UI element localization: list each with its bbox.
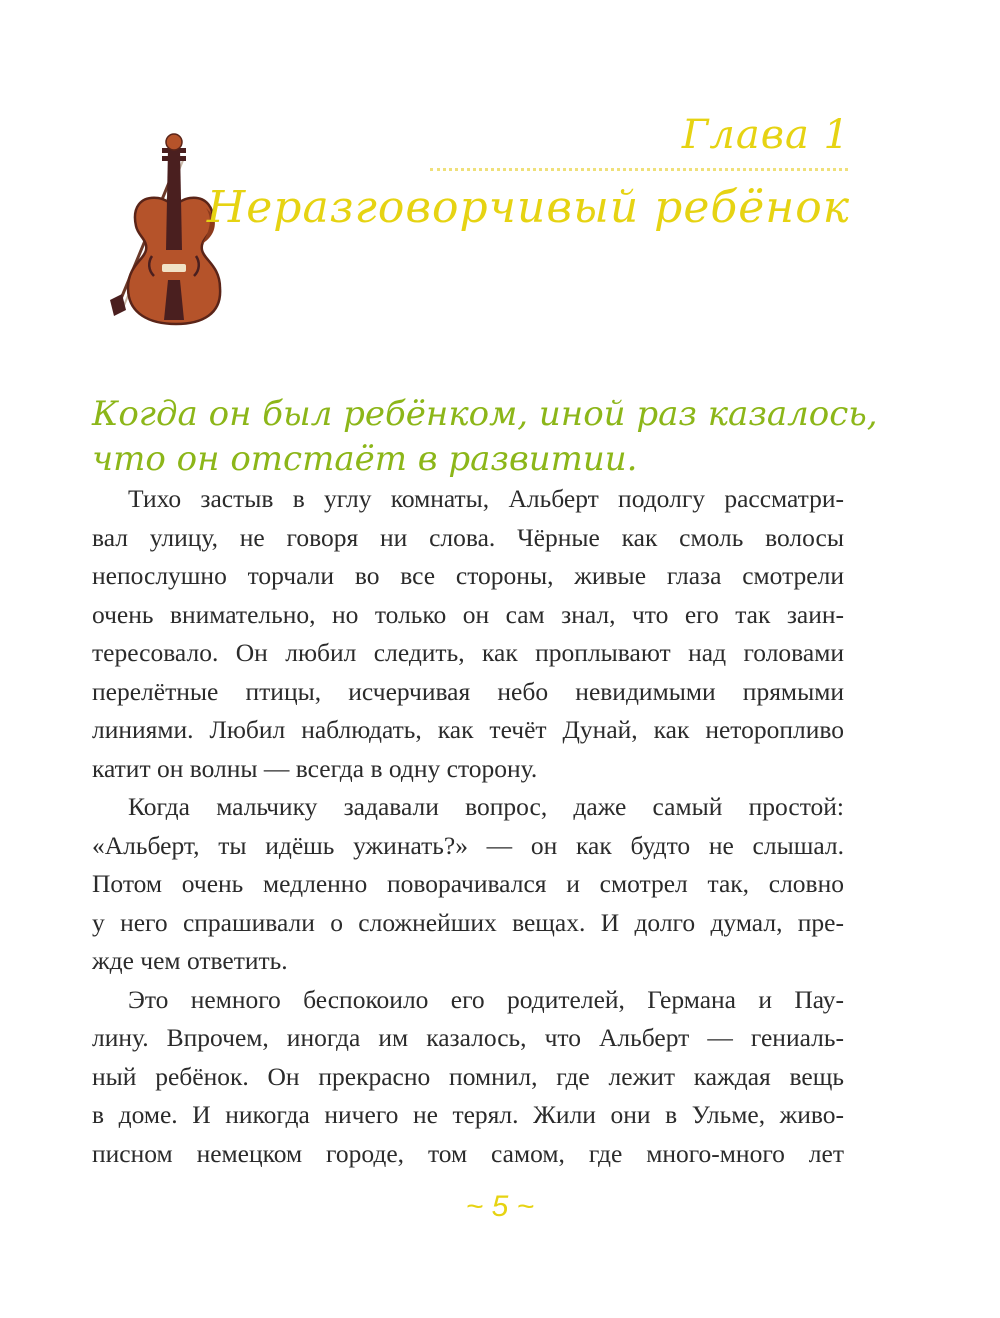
paragraph-1 [92, 480, 844, 788]
body-text [92, 480, 844, 1173]
text-line: вал улицу, не говоря ни слова. Чёрные как смоль волосы [92, 522, 844, 552]
text-line: лину. Впрочем, иногда им казалось, что Альберт — гениаль- [92, 1023, 844, 1052]
text-line: Это немного беспокоило его родителей, Германа и Пау- [128, 984, 844, 1014]
chapter-number: Глава 1 [681, 112, 850, 158]
text-line: Тихо застыв в углу комнаты, Альберт подолгу рассматри- [128, 484, 844, 513]
dotted-divider [430, 168, 848, 171]
lead-sentence [92, 392, 878, 482]
paragraph-2 [92, 788, 844, 981]
text-line: в доме. И никогда ничего не терял. Жили они в Ульме, живо- [92, 1100, 844, 1129]
text-line: непослушно торчали во все стороны, живые глаза смотрели [92, 561, 844, 590]
paragraph-3 [92, 981, 844, 1174]
text-line: тересовало. Он любил следить, как проплывают над головами [92, 638, 844, 667]
text-line: ный ребёнок. Он прекрасно помнил, где лежит каждая вещь [92, 1061, 844, 1091]
lead-line: что он отстаёт в развитии. [92, 439, 638, 479]
text-line: Когда мальчику задавали вопрос, даже самый простой: [128, 792, 844, 821]
lead-line: Когда он был ребёнком, иной раз казалось, [92, 394, 878, 434]
text-line: очень внимательно, но только он сам знал, что его так заин- [92, 599, 844, 629]
text-line: писном немецком городе, том самом, где много-много лет [92, 1138, 844, 1168]
text-line: жде чем ответить. [92, 946, 288, 975]
text-line: Потом очень медленно поворачивался и смотрел так, словно [92, 869, 844, 898]
chapter-title: Неразговорчивый ребёнок [206, 182, 850, 233]
text-line: линиями. Любил наблюдать, как течёт Дунай, как неторопливо [92, 715, 844, 744]
page-number: ~ 5 ~ [465, 1190, 535, 1223]
text-line: у него спрашивали о сложнейших вещах. И долго думал, пре- [92, 907, 844, 937]
text-line: катит он волны — всегда в одну сторону. [92, 753, 538, 783]
text-line: «Альберт, ты идёшь ужинать?» — он как будто не слышал. [92, 830, 844, 860]
text-line: перелётные птицы, исчерчивая небо невидимыми прямыми [92, 676, 844, 706]
